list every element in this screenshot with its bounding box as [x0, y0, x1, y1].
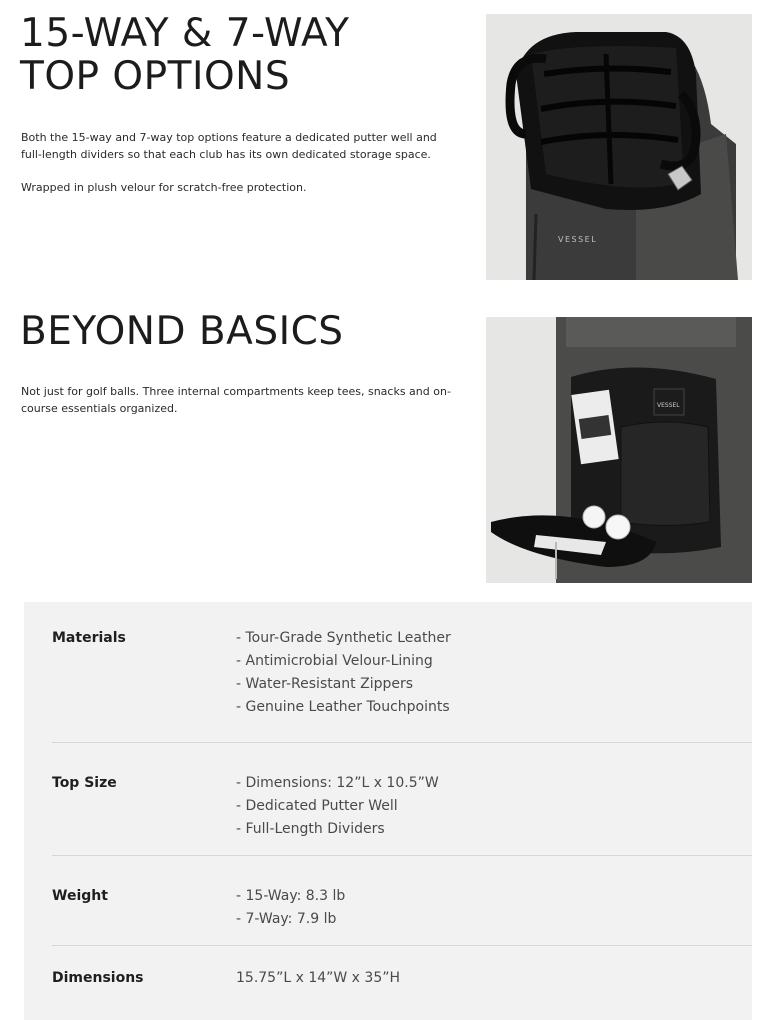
spec-value: - Water-Resistant Zippers — [236, 676, 414, 692]
feature-paragraph: Not just for golf balls. Three internal compartments keep tees, snacks and on-course essentials organized. — [21, 385, 451, 415]
feature-title — [20, 12, 460, 98]
spec-label: Weight — [52, 888, 108, 904]
spec-values — [236, 627, 451, 719]
spec-value: - Dimensions: 12”L x 10.5”W — [236, 775, 439, 791]
feature-title-line: TOP OPTIONS — [20, 54, 291, 99]
feature-title-line: 15-WAY & 7-WAY — [20, 11, 350, 56]
spec-value: - Full-Length Dividers — [236, 821, 385, 837]
spec-values — [236, 885, 345, 931]
spec-value: 15.75”L x 14”W x 35”H — [236, 970, 401, 986]
feature-paragraph: Both the 15-way and 7-way top options feature a dedicated putter well and full-length dividers so that each club has its own dedicated storage space. — [21, 131, 437, 161]
spec-label: Materials — [52, 630, 126, 646]
spec-row-materials — [52, 630, 752, 743]
spec-value: - Tour-Grade Synthetic Leather — [236, 630, 451, 646]
spec-value: - Antimicrobial Velour-Lining — [236, 653, 433, 669]
spec-label: Top Size — [52, 775, 117, 791]
spec-label: Dimensions — [52, 970, 144, 986]
spec-value: - 7-Way: 7.9 lb — [236, 911, 337, 927]
feature-title — [20, 310, 460, 353]
golf-bag-pocket-photo — [486, 317, 752, 583]
spec-values — [236, 772, 439, 841]
spec-values — [236, 967, 400, 990]
bag-brand-text: VESSEL — [558, 235, 598, 244]
golf-bag-top-photo — [486, 14, 752, 280]
spec-row-dimensions — [52, 946, 752, 1006]
feature-title-line: BEYOND BASICS — [20, 309, 344, 354]
feature-top-options — [0, 0, 780, 290]
spec-table — [24, 602, 752, 1020]
spec-value: - 15-Way: 8.3 lb — [236, 888, 346, 904]
spec-value: - Genuine Leather Touchpoints — [236, 699, 450, 715]
feature-beyond-basics — [0, 300, 780, 595]
spec-row-top-size — [52, 743, 752, 856]
bag-brand-text: VESSEL — [657, 402, 680, 409]
spec-row-weight — [52, 856, 752, 946]
spec-value: - Dedicated Putter Well — [236, 798, 398, 814]
feature-paragraph: Wrapped in plush velour for scratch-free protection. — [21, 181, 307, 194]
